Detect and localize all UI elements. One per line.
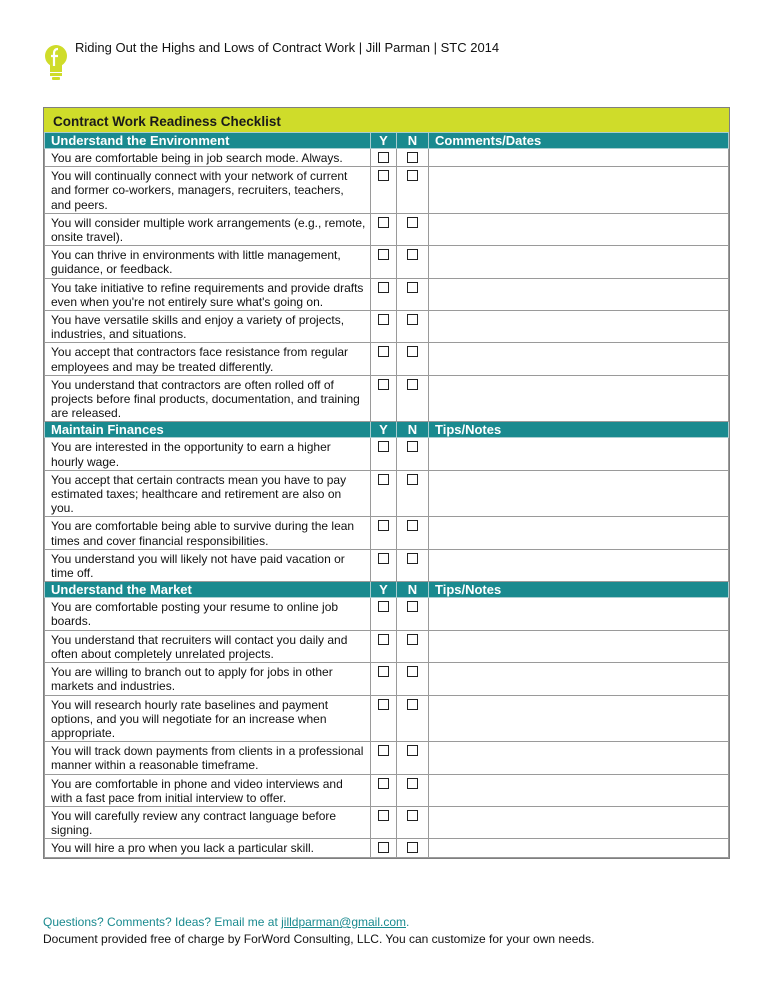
no-checkbox-cell — [397, 517, 429, 549]
yes-checkbox-cell — [371, 149, 397, 167]
footer-questions — [43, 915, 409, 930]
yes-checkbox[interactable] — [378, 520, 389, 531]
checklist-item-text: You take initiative to refine requirements and provide drafts even when you're not entirely sure what's going on. — [45, 278, 371, 310]
yes-checkbox-cell — [371, 598, 397, 630]
no-checkbox[interactable] — [407, 699, 418, 710]
yes-checkbox[interactable] — [378, 634, 389, 645]
notes-cell[interactable] — [429, 438, 729, 470]
no-checkbox[interactable] — [407, 441, 418, 452]
notes-column-header: Comments/Dates — [429, 133, 729, 149]
section-header-row — [45, 422, 729, 438]
no-checkbox-cell — [397, 343, 429, 375]
no-checkbox-cell — [397, 375, 429, 422]
yes-checkbox-cell — [371, 630, 397, 662]
no-checkbox-cell — [397, 663, 429, 695]
yes-checkbox[interactable] — [378, 152, 389, 163]
yes-checkbox[interactable] — [378, 601, 389, 612]
no-checkbox[interactable] — [407, 634, 418, 645]
notes-cell[interactable] — [429, 839, 729, 857]
notes-cell[interactable] — [429, 311, 729, 343]
yes-column-header: Y — [371, 422, 397, 438]
checklist-item-text: You accept that certain contracts mean you have to pay estimated taxes; healthcare and retirement are also on you. — [45, 470, 371, 517]
yes-checkbox-cell — [371, 839, 397, 857]
no-checkbox[interactable] — [407, 601, 418, 612]
yes-checkbox[interactable] — [378, 842, 389, 853]
checklist-item-row — [45, 630, 729, 662]
yes-checkbox[interactable] — [378, 314, 389, 325]
yes-checkbox[interactable] — [378, 379, 389, 390]
document-header-title: Riding Out the Highs and Lows of Contract Work | Jill Parman | STC 2014 — [75, 40, 500, 55]
checklist-item-row — [45, 438, 729, 470]
yes-checkbox-cell — [371, 470, 397, 517]
no-checkbox-cell — [397, 470, 429, 517]
no-column-header: N — [397, 582, 429, 598]
no-checkbox[interactable] — [407, 314, 418, 325]
yes-checkbox[interactable] — [378, 441, 389, 452]
checklist-item-row — [45, 695, 729, 742]
checklist-item-text: You can thrive in environments with little management, guidance, or feedback. — [45, 246, 371, 278]
no-checkbox-cell — [397, 149, 429, 167]
yes-checkbox[interactable] — [378, 474, 389, 485]
notes-cell[interactable] — [429, 246, 729, 278]
no-checkbox[interactable] — [407, 170, 418, 181]
checklist-table — [44, 132, 729, 858]
email-link[interactable]: jilldparman@gmail.com — [281, 915, 406, 929]
yes-checkbox-cell — [371, 278, 397, 310]
yes-checkbox[interactable] — [378, 217, 389, 228]
checklist-item-text: You are comfortable being able to survive during the lean times and cover financial responsibilities. — [45, 517, 371, 549]
footer-period: . — [406, 915, 410, 929]
notes-cell[interactable] — [429, 375, 729, 422]
no-column-header: N — [397, 422, 429, 438]
yes-checkbox-cell — [371, 806, 397, 838]
notes-column-header: Tips/Notes — [429, 422, 729, 438]
notes-cell[interactable] — [429, 470, 729, 517]
yes-checkbox-cell — [371, 213, 397, 245]
no-checkbox-cell — [397, 278, 429, 310]
no-checkbox[interactable] — [407, 282, 418, 293]
no-checkbox-cell — [397, 630, 429, 662]
yes-checkbox-cell — [371, 742, 397, 774]
yes-checkbox-cell — [371, 375, 397, 422]
checklist-item-row — [45, 311, 729, 343]
checklist-item-row — [45, 806, 729, 838]
checklist-item-text: You are comfortable in phone and video interviews and with a fast pace from initial interview to offer. — [45, 774, 371, 806]
notes-cell[interactable] — [429, 149, 729, 167]
notes-cell[interactable] — [429, 549, 729, 581]
yes-checkbox-cell — [371, 438, 397, 470]
notes-cell[interactable] — [429, 278, 729, 310]
checklist-item-text: You will research hourly rate baselines and payment options, and you will negotiate for an increase when appropriate. — [45, 695, 371, 742]
checklist-item-text: You will track down payments from clients in a professional manner within a reasonable timeframe. — [45, 742, 371, 774]
notes-cell[interactable] — [429, 598, 729, 630]
yes-checkbox-cell — [371, 167, 397, 214]
yes-checkbox[interactable] — [378, 699, 389, 710]
checklist-item-row — [45, 839, 729, 857]
no-checkbox-cell — [397, 839, 429, 857]
checklist-item-text: You are willing to branch out to apply for jobs in other markets and industries. — [45, 663, 371, 695]
footer-disclaimer: Document provided free of charge by ForWord Consulting, LLC. You can customize for your own needs. — [43, 932, 595, 946]
no-checkbox[interactable] — [407, 778, 418, 789]
checklist-item-row — [45, 742, 729, 774]
yes-checkbox[interactable] — [378, 282, 389, 293]
no-checkbox[interactable] — [407, 810, 418, 821]
no-checkbox-cell — [397, 167, 429, 214]
checklist-item-text: You understand that recruiters will contact you daily and often about completely unrelated projects. — [45, 630, 371, 662]
no-column-header: N — [397, 133, 429, 149]
notes-cell[interactable] — [429, 663, 729, 695]
notes-cell[interactable] — [429, 774, 729, 806]
notes-cell[interactable] — [429, 806, 729, 838]
no-checkbox[interactable] — [407, 379, 418, 390]
notes-column-header: Tips/Notes — [429, 582, 729, 598]
yes-checkbox-cell — [371, 663, 397, 695]
no-checkbox[interactable] — [407, 152, 418, 163]
section-header-row — [45, 133, 729, 149]
page-header — [43, 40, 643, 85]
yes-checkbox-cell — [371, 517, 397, 549]
no-checkbox[interactable] — [407, 553, 418, 564]
notes-cell[interactable] — [429, 742, 729, 774]
notes-cell[interactable] — [429, 343, 729, 375]
no-checkbox-cell — [397, 598, 429, 630]
no-checkbox-cell — [397, 774, 429, 806]
checklist-item-row — [45, 167, 729, 214]
no-checkbox[interactable] — [407, 520, 418, 531]
checklist-item-row — [45, 517, 729, 549]
no-checkbox-cell — [397, 806, 429, 838]
checklist-item-row — [45, 774, 729, 806]
no-checkbox-cell — [397, 311, 429, 343]
section-heading: Maintain Finances — [45, 422, 371, 438]
no-checkbox-cell — [397, 549, 429, 581]
checklist-item-text: You will consider multiple work arrangements (e.g., remote, onsite travel). — [45, 213, 371, 245]
notes-cell[interactable] — [429, 167, 729, 214]
checklist-item-row — [45, 213, 729, 245]
yes-checkbox-cell — [371, 695, 397, 742]
checklist-item-text: You are interested in the opportunity to earn a higher hourly wage. — [45, 438, 371, 470]
yes-checkbox[interactable] — [378, 346, 389, 357]
checklist-item-row — [45, 149, 729, 167]
no-checkbox[interactable] — [407, 745, 418, 756]
checklist-item-text: You understand that contractors are often rolled off of projects before final products, documentation, and training are released. — [45, 375, 371, 422]
no-checkbox[interactable] — [407, 842, 418, 853]
yes-checkbox-cell — [371, 549, 397, 581]
no-checkbox[interactable] — [407, 249, 418, 260]
yes-checkbox-cell — [371, 246, 397, 278]
checklist-item-row — [45, 343, 729, 375]
notes-cell[interactable] — [429, 517, 729, 549]
footer-questions-text: Questions? Comments? Ideas? Email me at — [43, 915, 282, 929]
no-checkbox-cell — [397, 213, 429, 245]
yes-checkbox[interactable] — [378, 666, 389, 677]
checklist-item-text: You are comfortable posting your resume to online job boards. — [45, 598, 371, 630]
checklist-item-text: You will carefully review any contract language before signing. — [45, 806, 371, 838]
yes-column-header: Y — [371, 582, 397, 598]
notes-cell[interactable] — [429, 695, 729, 742]
checklist-item-row — [45, 470, 729, 517]
checklist-item-row — [45, 278, 729, 310]
checklist-item-text: You have versatile skills and enjoy a variety of projects, industries, and situations. — [45, 311, 371, 343]
section-heading: Understand the Environment — [45, 133, 371, 149]
checklist-item-text: You will hire a pro when you lack a particular skill. — [45, 839, 371, 857]
section-heading: Understand the Market — [45, 582, 371, 598]
yes-checkbox[interactable] — [378, 745, 389, 756]
yes-checkbox-cell — [371, 343, 397, 375]
checklist-item-row — [45, 549, 729, 581]
checklist-item-text: You will continually connect with your network of current and former co-workers, managers, recruiters, teachers, and peers. — [45, 167, 371, 214]
yes-checkbox-cell — [371, 774, 397, 806]
no-checkbox[interactable] — [407, 346, 418, 357]
checklist-item-text: You accept that contractors face resistance from regular employees and may be treated differently. — [45, 343, 371, 375]
checklist-item-text: You are comfortable being in job search mode. Always. — [45, 149, 371, 167]
yes-checkbox[interactable] — [378, 553, 389, 564]
checklist-item-row — [45, 246, 729, 278]
checklist-item-row — [45, 663, 729, 695]
readiness-checklist — [43, 107, 730, 859]
no-checkbox-cell — [397, 246, 429, 278]
no-checkbox[interactable] — [407, 666, 418, 677]
no-checkbox-cell — [397, 742, 429, 774]
yes-checkbox[interactable] — [378, 778, 389, 789]
yes-checkbox[interactable] — [378, 170, 389, 181]
yes-checkbox[interactable] — [378, 249, 389, 260]
checklist-item-row — [45, 598, 729, 630]
yes-column-header: Y — [371, 133, 397, 149]
checklist-title: Contract Work Readiness Checklist — [44, 108, 729, 132]
checklist-item-row — [45, 375, 729, 422]
section-header-row — [45, 582, 729, 598]
no-checkbox[interactable] — [407, 474, 418, 485]
no-checkbox-cell — [397, 438, 429, 470]
checklist-item-text: You understand you will likely not have paid vacation or time off. — [45, 549, 371, 581]
no-checkbox[interactable] — [407, 217, 418, 228]
lightbulb-logo-icon — [43, 40, 77, 85]
yes-checkbox[interactable] — [378, 810, 389, 821]
notes-cell[interactable] — [429, 213, 729, 245]
notes-cell[interactable] — [429, 630, 729, 662]
no-checkbox-cell — [397, 695, 429, 742]
yes-checkbox-cell — [371, 311, 397, 343]
